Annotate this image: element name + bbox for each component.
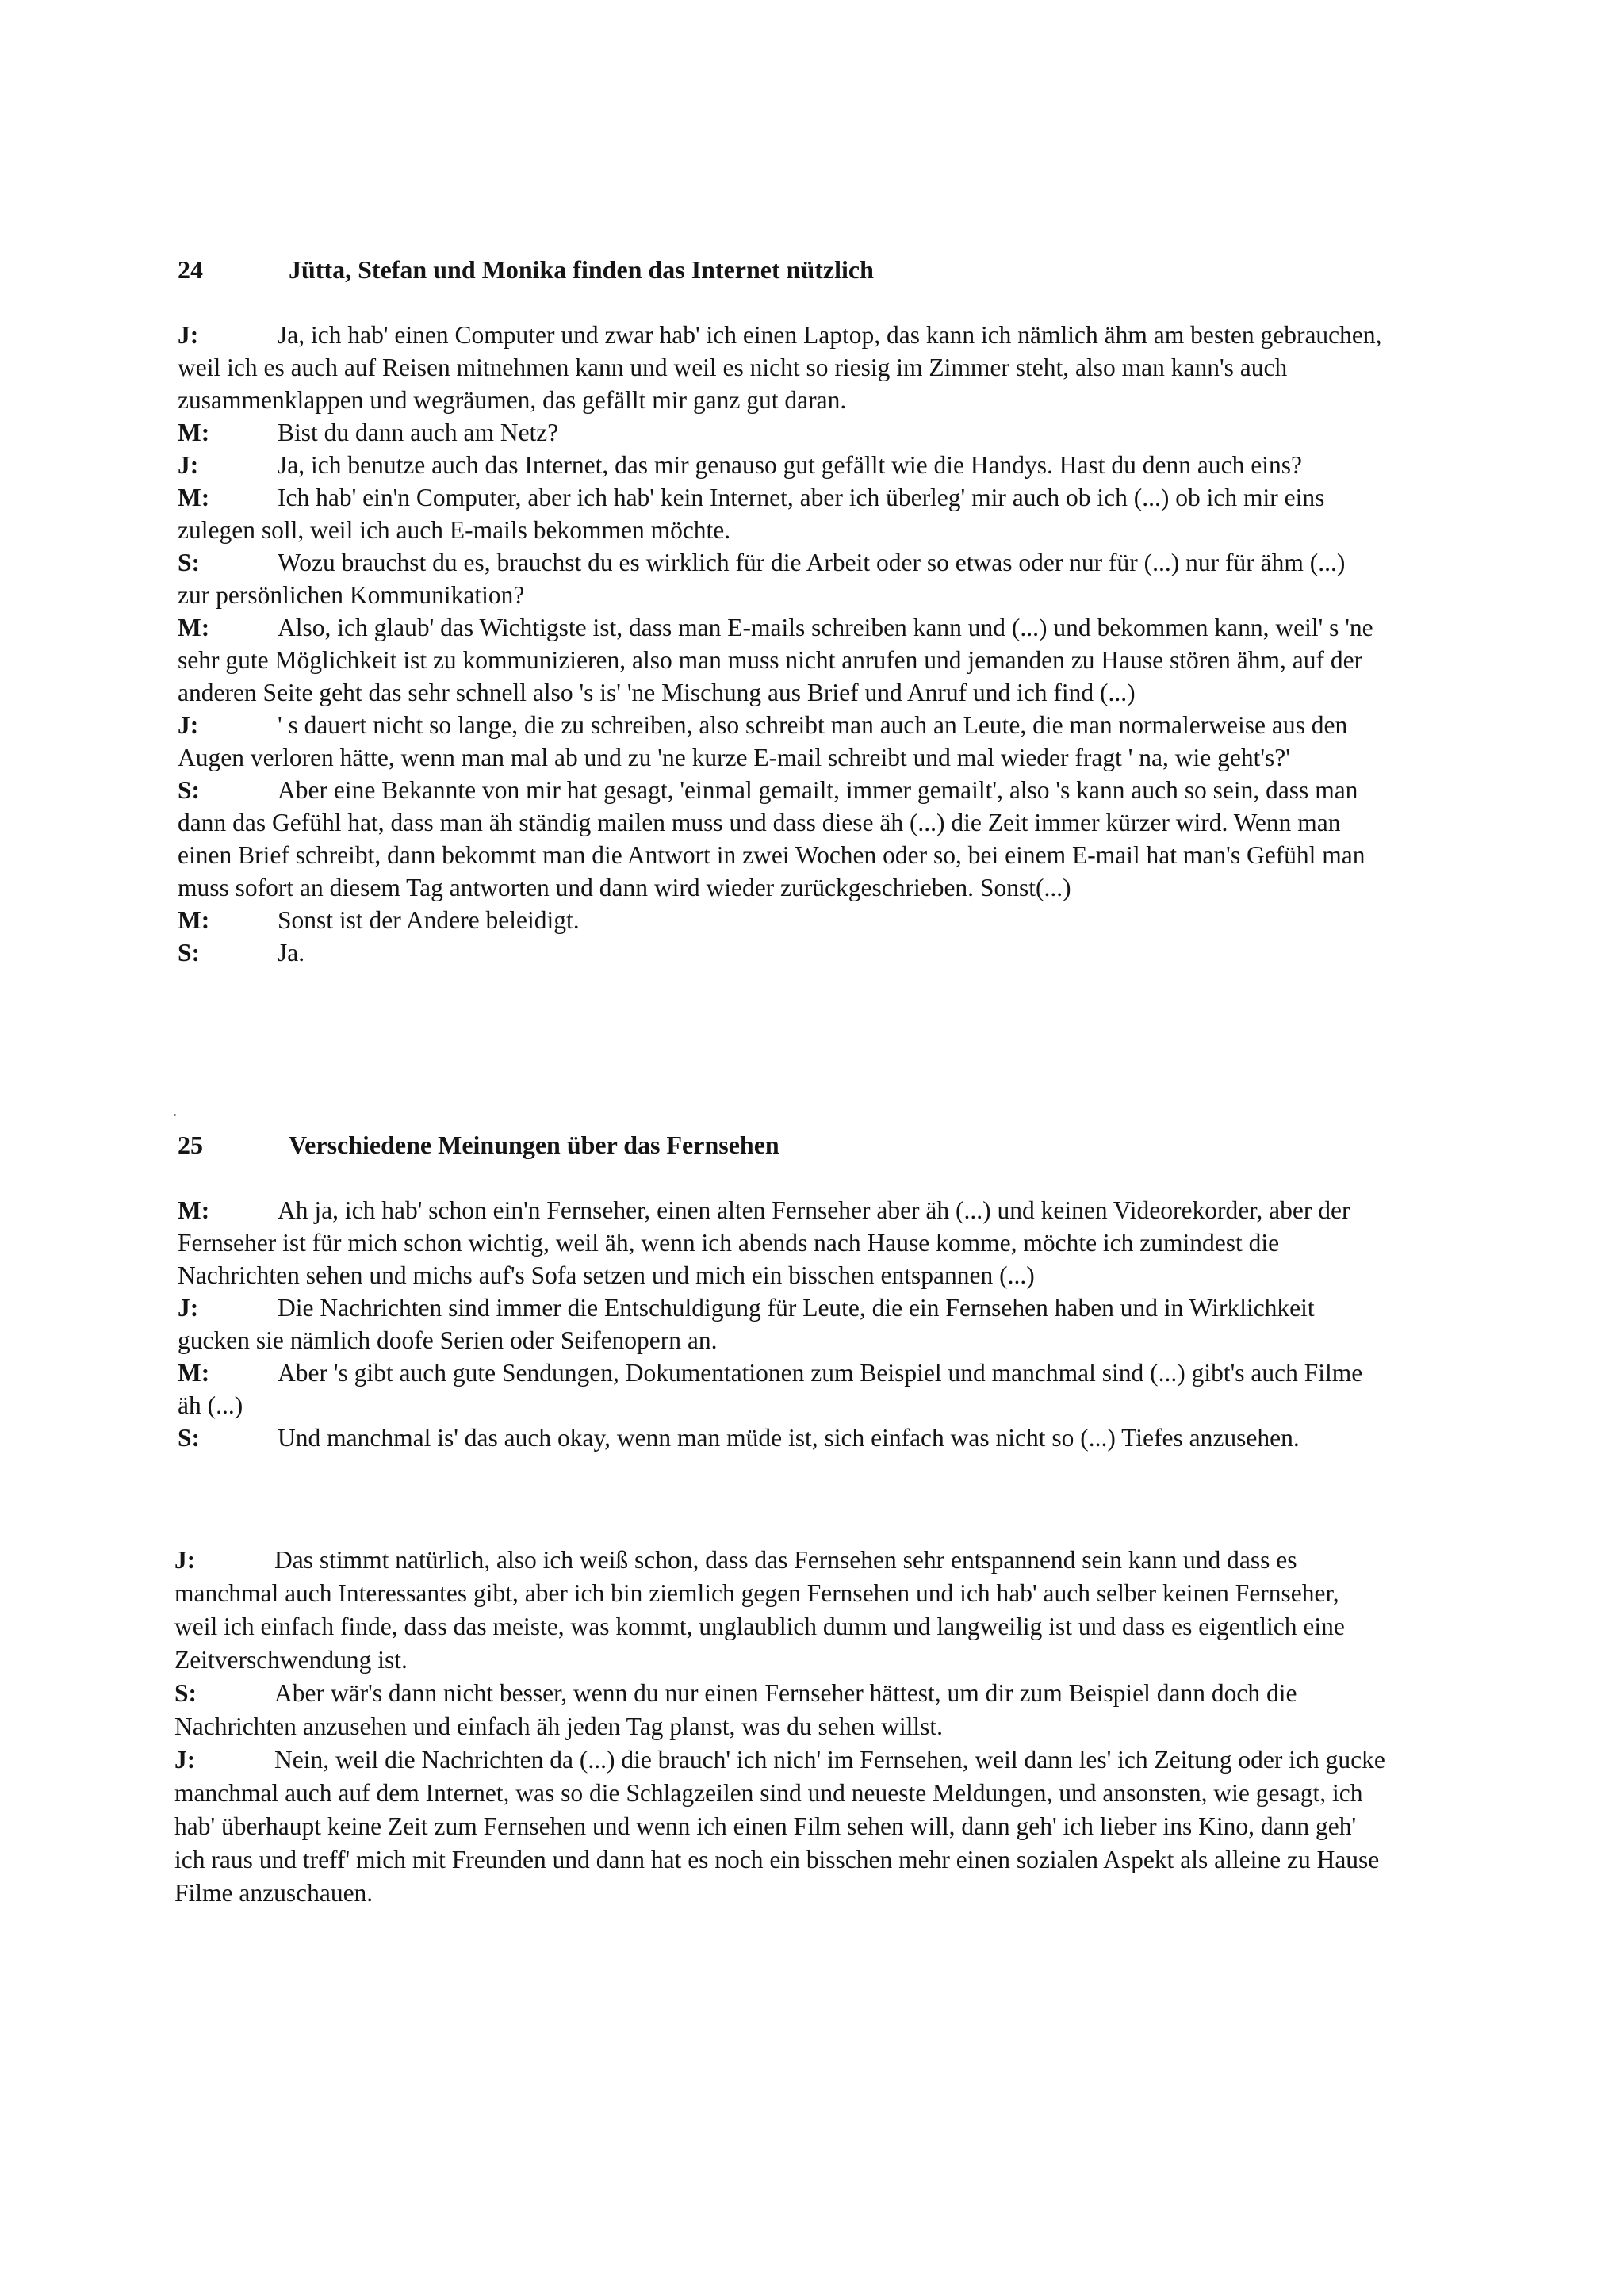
speaker-label: M:	[178, 614, 210, 641]
speaker-label: J:	[178, 711, 199, 739]
speaker-label: M:	[178, 419, 210, 446]
section-number: 24	[178, 255, 203, 284]
dialogue-turn	[178, 416, 1383, 449]
section-title: Verschiedene Meinungen über das Fernsehen	[289, 1131, 779, 1159]
dialogue-turn	[178, 1292, 1383, 1357]
dialogue-turn	[178, 449, 1383, 481]
turn-text: Bist du dann auch am Netz?	[278, 419, 559, 446]
section-heading	[178, 252, 1383, 287]
speaker-label: J:	[174, 1546, 196, 1574]
section-number: 25	[178, 1131, 203, 1159]
dialogue-turn	[178, 546, 1383, 611]
turn-text: Und manchmal is' das auch okay, wenn man müde ist, sich einfach was nicht so (...) Tiefes anzusehen.	[278, 1424, 1300, 1452]
dialogue-turn	[178, 936, 1383, 969]
continued-dialogue	[174, 1544, 1388, 1910]
speaker-label: S:	[178, 549, 201, 576]
dialogue-turn	[174, 1743, 1388, 1910]
speaker-label: M:	[178, 906, 210, 934]
dialogue-turn	[178, 709, 1383, 774]
dialogue-turn	[178, 774, 1383, 904]
turn-text: Aber eine Bekannte von mir hat gesagt, 'einmal gemailt, immer gemailt', also 's kann auch so sein, dass man dann das Gefühl hat, dass man äh ständig mailen muss und dass diese äh (...) die Zeit immer kürzer wird. Wenn man einen Brief schreibt, dann bekommt man die Antwort in zwei Wochen oder so, bei einem E-mail hat man's Gefühl man muss sofort an diesem Tag antworten und dann wird wieder zurückgeschrieben. Sonst(...)	[178, 776, 1365, 901]
speaker-label: S:	[178, 939, 201, 966]
section-heading	[178, 1127, 1383, 1162]
turn-text: Das stimmt natürlich, also ich weiß schon, dass das Fernsehen sehr entspannend sein kann und dass es manchmal auch Interessantes gibt, aber ich bin ziemlich gegen Fernsehen und ich hab' auch selber keinen Fernseher, weil ich einfach finde, dass das meiste, was kommt, unglaublich dumm und langweilig ist und dass es eigentlich eine Zeitverschwendung ist.	[174, 1546, 1345, 1674]
dialogue-turn	[178, 611, 1383, 709]
dialogue-turn	[174, 1677, 1388, 1743]
speaker-label: J:	[178, 321, 199, 349]
section-24	[178, 252, 1383, 969]
turn-text: Ich hab' ein'n Computer, aber ich hab' kein Internet, aber ich überleg' mir auch ob ich (...) ob ich mir eins zulegen soll, weil ich auch E-mails bekommen möchte.	[178, 484, 1325, 544]
section-25	[178, 1127, 1383, 1454]
turn-text: Nein, weil die Nachrichten da (...) die brauch' ich nich' im Fernsehen, weil dann les' ich Zeitung oder ich gucke manchmal auch auf dem Internet, was so die Schlagzeilen sind und neueste Meldungen, und ansonsten, wie gesagt, ich hab' überhaupt keine Zeit zum Fernsehen und wenn ich einen Film sehen will, dann geh' ich lieber ins Kino, dann geh' ich raus und treff' mich mit Freunden und dann hat es noch ein bisschen mehr einen sozialen Aspekt als alleine zu Hause Filme anzuschauen.	[174, 1746, 1385, 1907]
dialogue-turn	[178, 319, 1383, 416]
turn-text: Wozu brauchst du es, brauchst du es wirklich für die Arbeit oder so etwas oder nur für (...) nur für ähm (...) zur persönlichen Kommunikation?	[178, 549, 1346, 609]
dialogue-turn	[178, 1194, 1383, 1292]
turn-text: ' s dauert nicht so lange, die zu schreiben, also schreibt man auch an Leute, die man normalerweise aus den Augen verloren hätte, wenn man mal ab und zu 'ne kurze E-mail schreibt und mal wieder fragt ' na, wie geht's?'	[178, 711, 1348, 771]
turn-text: Ah ja, ich hab' schon ein'n Fernseher, einen alten Fernseher aber äh (...) und keinen Videorekorder, aber der Fernseher ist für mich schon wichtig, weil äh, wenn ich abends nach Hause komme, möchte ich zumindest die Nachrichten sehen und michs auf's Sofa setzen und mich ein bisschen entspannen (...)	[178, 1196, 1350, 1289]
turn-text: Also, ich glaub' das Wichtigste ist, dass man E-mails schreiben kann und (...) und bekommen kann, weil' s 'ne sehr gute Möglichkeit ist zu kommunizieren, also man muss nicht anrufen und jemanden zu Hause stören ähm, auf der anderen Seite geht das sehr schnell also 's is' 'ne Mischung aus Brief und Anruf und ich find (...)	[178, 614, 1373, 706]
dialogue-turn	[178, 1422, 1383, 1454]
turn-text: Aber wär's dann nicht besser, wenn du nur einen Fernseher hättest, um dir zum Beispiel dann doch die Nachrichten anzusehen und einfach äh jeden Tag planst, was du sehen willst.	[174, 1679, 1297, 1740]
speaker-label: J:	[178, 1294, 199, 1322]
turn-text: Die Nachrichten sind immer die Entschuldigung für Leute, die ein Fernsehen haben und in Wirklichkeit gucken sie nämlich doofe Serien oder Seifenopern an.	[178, 1294, 1315, 1354]
speaker-label: S:	[178, 1424, 201, 1452]
speaker-label: M:	[178, 1196, 210, 1224]
turn-text: Ja, ich benutze auch das Internet, das mir genauso gut gefällt wie die Handys. Hast du denn auch eins?	[278, 451, 1302, 479]
dialogue-turn	[178, 1357, 1383, 1422]
speaker-label: M:	[178, 1359, 210, 1387]
speaker-label: S:	[178, 776, 201, 804]
speaker-label: M:	[178, 484, 210, 511]
dialogue-turn	[178, 481, 1383, 546]
dialogue-turn	[174, 1544, 1388, 1677]
speaker-label: S:	[174, 1679, 197, 1707]
scan-speck	[174, 1114, 176, 1116]
dialogue-turn	[178, 904, 1383, 936]
turn-text: Ja, ich hab' einen Computer und zwar hab' ich einen Laptop, das kann ich nämlich ähm am besten gebrauchen, weil ich es auch auf Reisen mitnehmen kann und weil es nicht so riesig im Zimmer steht, also man kann's auch zusammenklappen und wegräumen, das gefällt mir ganz gut daran.	[178, 321, 1382, 414]
turn-text: Aber 's gibt auch gute Sendungen, Dokumentationen zum Beispiel und manchmal sind (...) gibt's auch Filme äh (...)	[178, 1359, 1363, 1419]
section-title: Jütta, Stefan und Monika finden das Internet nützlich	[289, 255, 874, 284]
turn-text: Sonst ist der Andere beleidigt.	[278, 906, 580, 934]
speaker-label: J:	[174, 1746, 196, 1774]
turn-text: Ja.	[278, 939, 305, 966]
speaker-label: J:	[178, 451, 199, 479]
